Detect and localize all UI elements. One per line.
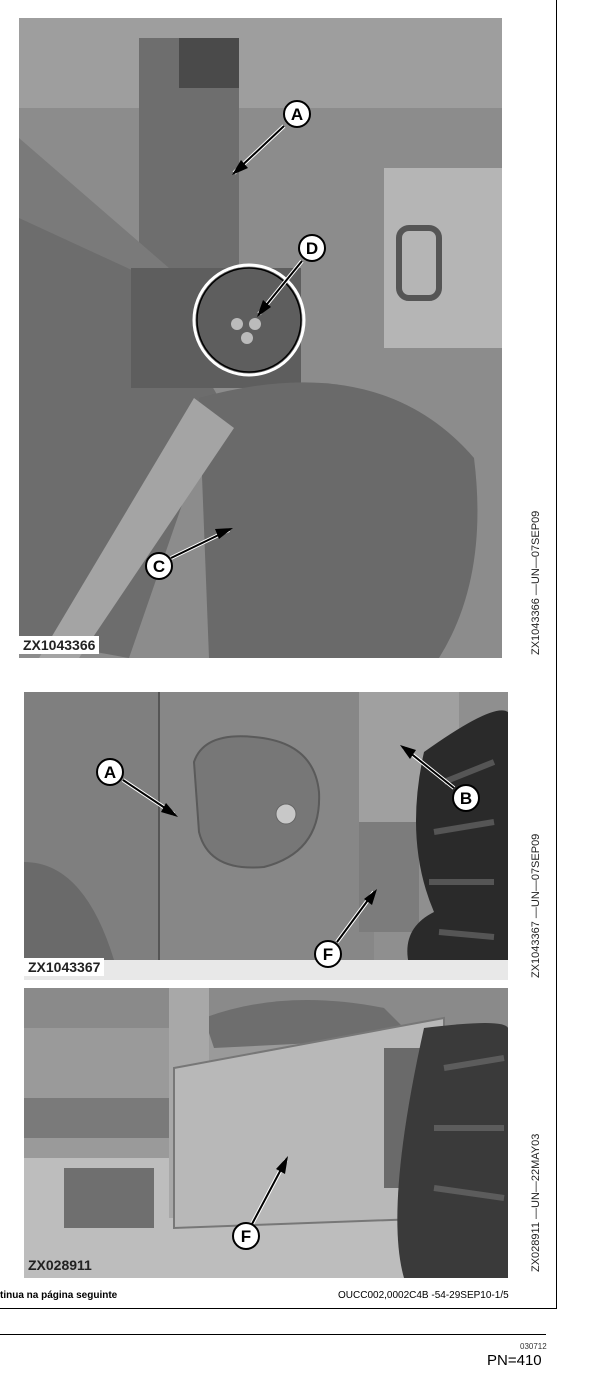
callout-f: F xyxy=(322,945,334,964)
callout-a: A xyxy=(103,763,117,782)
callout-b: B xyxy=(459,789,473,808)
callout-c: C xyxy=(152,557,166,576)
page-frame-right xyxy=(556,0,557,1308)
photo-id-label: ZX1043367 xyxy=(24,958,104,976)
footer-rule xyxy=(0,1334,546,1335)
document-reference: OUCC002,0002C4B -54-29SEP10-1/5 xyxy=(338,1290,509,1301)
callout-f: F xyxy=(240,1227,252,1246)
callout-a: A xyxy=(290,105,304,124)
photo-zx1043366 xyxy=(19,18,502,658)
photo-side-caption: ZX1043367 —UN—07SEP09 xyxy=(530,833,542,978)
photo-zx1043367 xyxy=(24,692,508,980)
page-frame-bottom xyxy=(0,1308,557,1309)
photo-zx028911 xyxy=(24,988,508,1278)
callout-d: D xyxy=(305,239,319,258)
photo-id-label: ZX028911 xyxy=(24,1256,96,1274)
continues-note: tinua na página seguinte xyxy=(0,1290,118,1301)
page-number: PN=410 xyxy=(487,1352,542,1369)
photo-side-caption: ZX028911 —UN—22MAY03 xyxy=(530,1133,542,1272)
photo-id-label: ZX1043366 xyxy=(19,636,99,654)
page-code: 030712 xyxy=(520,1342,547,1351)
photo-side-caption: ZX1043366 —UN—07SEP09 xyxy=(530,510,542,655)
